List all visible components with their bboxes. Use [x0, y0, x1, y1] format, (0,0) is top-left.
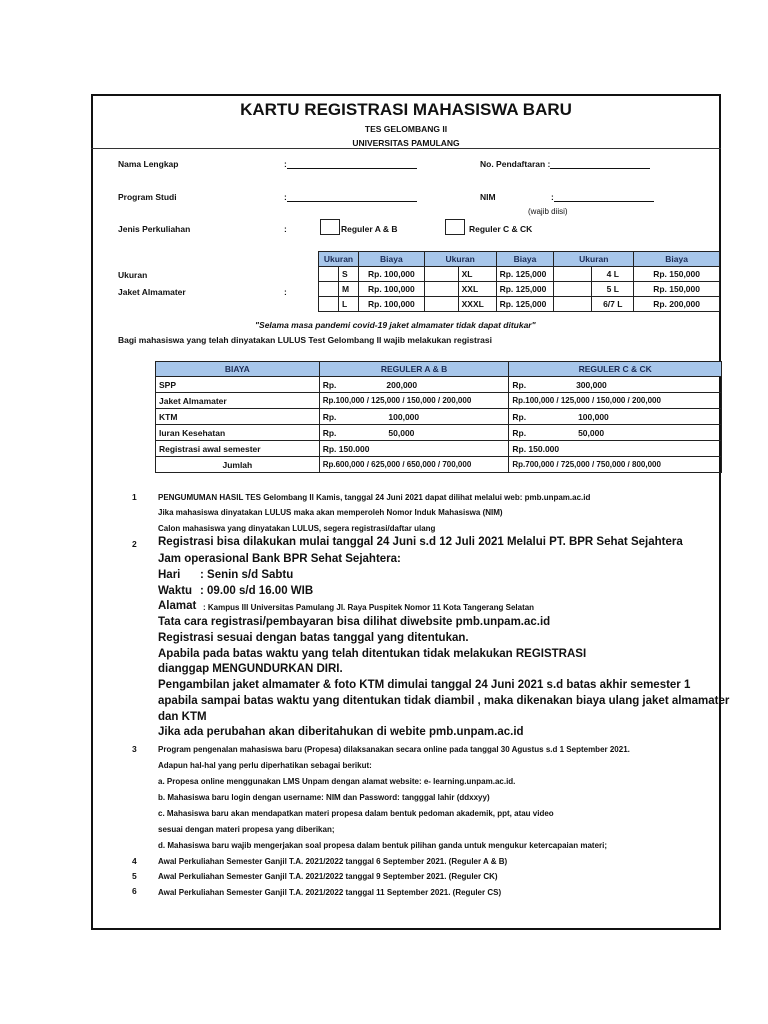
- total-row: [156, 457, 722, 473]
- program-studi-underline: [287, 192, 417, 202]
- note-2-line: apabila sampai batas waktu yang ditentukan tidak diambil , maka dikenakan biaya ulang jaket almamater: [158, 695, 730, 707]
- size-checkbox-cell[interactable]: [424, 282, 458, 297]
- no-pendaftaran-field[interactable]: No. Pendaftaran :: [480, 159, 650, 169]
- program-studi-field[interactable]: :: [284, 192, 417, 202]
- table-row: [319, 297, 720, 312]
- fee-ab: Rp. 200,000: [319, 377, 509, 393]
- price-cell: Rp. 100,000: [358, 282, 424, 297]
- fee-item: Jaket Almamater: [156, 393, 320, 409]
- covid-note: "Selama masa pandemi covid-19 jaket almamater tidak dapat ditukar": [255, 320, 536, 330]
- jaket-colon: :: [284, 287, 287, 297]
- total-cck: Rp.700,000 / 725,000 / 750,000 / 800,000: [509, 457, 722, 473]
- col-header-biaya: BIAYA: [156, 362, 320, 377]
- waktu-label: Waktu: [158, 585, 193, 597]
- note-2-line: dianggap MENGUNDURKAN DIRI.: [158, 663, 343, 675]
- note-number: 3: [132, 744, 137, 754]
- note-3-line: Program pengenalan mahasiswa baru (Propesa) dilaksanakan secara online pada tanggal 30 Agustus s.d 1 September 2021.: [158, 745, 630, 754]
- price-cell: Rp. 150,000: [634, 267, 720, 282]
- note-6-text: Awal Perkuliahan Semester Ganjil T.A. 2021/2022 tanggal 11 September 2021. (Reguler CS): [158, 888, 502, 897]
- table-row: [156, 393, 722, 409]
- nim-underline: [554, 192, 654, 202]
- lulus-note: Bagi mahasiswa yang telah dinyatakan LULUS Test Gelombang II wajib melakukan registrasi: [118, 335, 492, 345]
- col-header-ukuran: Ukuran: [424, 252, 496, 267]
- reguler-cck-label: Reguler C & CK: [469, 224, 533, 234]
- price-cell: Rp. 125,000: [496, 297, 554, 312]
- note-2-line: Jam operasional Bank BPR Sehat Sejahtera:: [158, 553, 401, 565]
- size-cell: S: [338, 267, 358, 282]
- fee-ab: Rp. 100,000: [319, 409, 509, 425]
- page-title: KARTU REGISTRASI MAHASISWA BARU: [240, 100, 572, 119]
- jenis-perkuliahan-label: Jenis Perkuliahan: [118, 224, 191, 234]
- nama-label: Nama Lengkap: [118, 159, 179, 169]
- nim-required-note: (wajib diisi): [528, 207, 568, 216]
- col-header-ukuran: Ukuran: [319, 252, 359, 267]
- nim-label: NIM: [480, 192, 496, 202]
- fee-cck: Rp. 100,000: [509, 409, 722, 425]
- size-checkbox-cell[interactable]: [554, 282, 592, 297]
- fee-item: SPP: [156, 377, 320, 393]
- fee-ab: Rp.100,000 / 125,000 / 150,000 / 200,000: [319, 393, 509, 409]
- note-number: 6: [132, 886, 137, 896]
- note-1-line: Calon mahasiswa yang dinyatakan LULUS, segera registrasi/daftar ulang: [158, 524, 436, 533]
- note-3-line: a. Propesa online menggunakan LMS Unpam dengan alamat website: e- learning.unpam.ac.id.: [158, 777, 516, 786]
- note-number: 5: [132, 871, 137, 881]
- col-header-ukuran: Ukuran: [554, 252, 634, 267]
- alamat-value: : Kampus III Universitas Pamulang Jl. Raya Puspitek Nomor 11 Kota Tangerang Selatan: [203, 603, 535, 612]
- size-table-header: [319, 252, 720, 267]
- size-cell: 5 L: [592, 282, 634, 297]
- fee-item: Registrasi awal semester: [156, 441, 320, 457]
- size-cell: 4 L: [592, 267, 634, 282]
- price-cell: Rp. 200,000: [634, 297, 720, 312]
- fee-table-header: [156, 362, 722, 377]
- table-row: [156, 409, 722, 425]
- fee-item: Iuran Kesehatan: [156, 425, 320, 441]
- jenis-colon: :: [284, 224, 287, 234]
- nim-field[interactable]: :: [551, 192, 654, 202]
- fee-item: KTM: [156, 409, 320, 425]
- waktu-value: : 09.00 s/d 16.00 WIB: [200, 585, 314, 597]
- note-1-line: Jika mahasiswa dinyatakan LULUS maka akan memperoleh Nomor Induk Mahasiswa (NIM): [158, 508, 503, 517]
- page-subtitle: TES GELOMBANG II: [364, 124, 448, 134]
- price-cell: Rp. 125,000: [496, 267, 554, 282]
- col-header-biaya: Biaya: [634, 252, 720, 267]
- table-row: [156, 425, 722, 441]
- reguler-ab-label: Reguler A & B: [341, 224, 398, 234]
- col-header-reguler-ab: REGULER A & B: [319, 362, 509, 377]
- note-3-line: b. Mahasiswa baru login dengan username: NIM dan Password: tangggal lahir (ddxxyy): [158, 793, 490, 802]
- jacket-size-table: [318, 251, 720, 312]
- price-cell: Rp. 100,000: [358, 267, 424, 282]
- fee-cck: Rp.100,000 / 125,000 / 150,000 / 200,000: [509, 393, 722, 409]
- no-pendaftaran-underline: [550, 159, 650, 169]
- price-cell: Rp. 150,000: [634, 282, 720, 297]
- total-ab: Rp.600,000 / 625,000 / 650,000 / 700,000: [319, 457, 509, 473]
- fee-table: [155, 361, 722, 473]
- note-3-line: d. Mahasiswa baru wajib mengerjakan soal propesa dalam bentuk pilihan ganda untuk mengukur ketercapaian materi;: [158, 841, 608, 850]
- note-3-line: sesuai dengan materi propesa yang diberikan;: [158, 825, 335, 834]
- table-row: [319, 267, 720, 282]
- fee-ab: Rp. 150.000: [319, 441, 509, 457]
- university-name: UNIVERSITAS PAMULANG: [352, 138, 460, 148]
- alamat-label: Alamat: [158, 600, 197, 612]
- size-cell: M: [338, 282, 358, 297]
- note-number: 2: [132, 539, 137, 549]
- col-header-biaya: Biaya: [358, 252, 424, 267]
- hari-label: Hari: [158, 569, 181, 581]
- price-cell: Rp. 125,000: [496, 282, 554, 297]
- size-checkbox-cell[interactable]: [319, 297, 339, 312]
- note-2-line: Registrasi sesuai dengan batas tanggal yang ditentukan.: [158, 632, 469, 644]
- size-cell: XXXL: [458, 297, 496, 312]
- size-cell: XL: [458, 267, 496, 282]
- reguler-cck-checkbox[interactable]: [445, 219, 465, 235]
- nama-field[interactable]: :: [284, 159, 417, 169]
- note-2-line: Jika ada perubahan akan diberitahukan di webite pmb.unpam.ac.id: [158, 726, 524, 738]
- size-cell: L: [338, 297, 358, 312]
- table-row: [156, 441, 722, 457]
- nama-underline: [287, 159, 417, 169]
- fee-ab: Rp. 50,000: [319, 425, 509, 441]
- col-header-reguler-cck: REGULER C & CK: [509, 362, 722, 377]
- size-checkbox-cell[interactable]: [554, 267, 592, 282]
- note-2-line: dan KTM: [158, 711, 207, 723]
- note-5-text: Awal Perkuliahan Semester Ganjil T.A. 2021/2022 tanggal 9 September 2021. (Reguler CK): [158, 872, 498, 881]
- size-checkbox-cell[interactable]: [424, 297, 458, 312]
- size-checkbox-cell[interactable]: [319, 267, 339, 282]
- note-3-line: c. Mahasiswa baru akan mendapatkan materi propesa dalam bentuk pedoman akademik, ppt, atau video: [158, 809, 554, 818]
- program-studi-label: Program Studi: [118, 192, 177, 202]
- price-cell: Rp. 100,000: [358, 297, 424, 312]
- col-header-biaya: Biaya: [496, 252, 554, 267]
- hari-value: : Senin s/d Sabtu: [200, 569, 294, 581]
- table-row: [156, 377, 722, 393]
- note-4-text: Awal Perkuliahan Semester Ganjil T.A. 2021/2022 tanggal 6 September 2021. (Reguler A & B): [158, 857, 508, 866]
- header-divider: [91, 148, 721, 149]
- reguler-ab-checkbox[interactable]: [320, 219, 340, 235]
- size-checkbox-cell[interactable]: [424, 267, 458, 282]
- table-row: [319, 282, 720, 297]
- ukuran-label: Ukuran: [118, 270, 148, 280]
- note-2-line: Apabila pada batas waktu yang telah ditentukan tidak melakukan REGISTRASI: [158, 648, 587, 660]
- note-2-line: Tata cara registrasi/pembayaran bisa dilihat diwebsite pmb.unpam.ac.id: [158, 616, 551, 628]
- note-3-line: Adapun hal-hal yang perlu diperhatikan sebagai berikut:: [158, 761, 372, 770]
- jaket-almamater-label: Jaket Almamater: [118, 287, 186, 297]
- size-cell: 6/7 L: [592, 297, 634, 312]
- size-checkbox-cell[interactable]: [554, 297, 592, 312]
- fee-cck: Rp. 300,000: [509, 377, 722, 393]
- note-number: 4: [132, 856, 137, 866]
- size-checkbox-cell[interactable]: [319, 282, 339, 297]
- note-number: 1: [132, 492, 137, 502]
- note-1-line: PENGUMUMAN HASIL TES Gelombang II Kamis, tanggal 24 Juni 2021 dapat dilihat melalui web: pmb.unpam.ac.id: [158, 493, 591, 502]
- size-cell: XXL: [458, 282, 496, 297]
- fee-cck: Rp. 150.000: [509, 441, 722, 457]
- total-label: Jumlah: [156, 457, 320, 473]
- fee-cck: Rp. 50,000: [509, 425, 722, 441]
- note-2-line: Registrasi bisa dilakukan mulai tanggal 24 Juni s.d 12 Juli 2021 Melalui PT. BPR Sehat Sejahtera: [158, 536, 683, 548]
- note-2-line: Pengambilan jaket almamater & foto KTM dimulai tanggal 24 Juni 2021 s.d batas akhir semester 1: [158, 679, 691, 691]
